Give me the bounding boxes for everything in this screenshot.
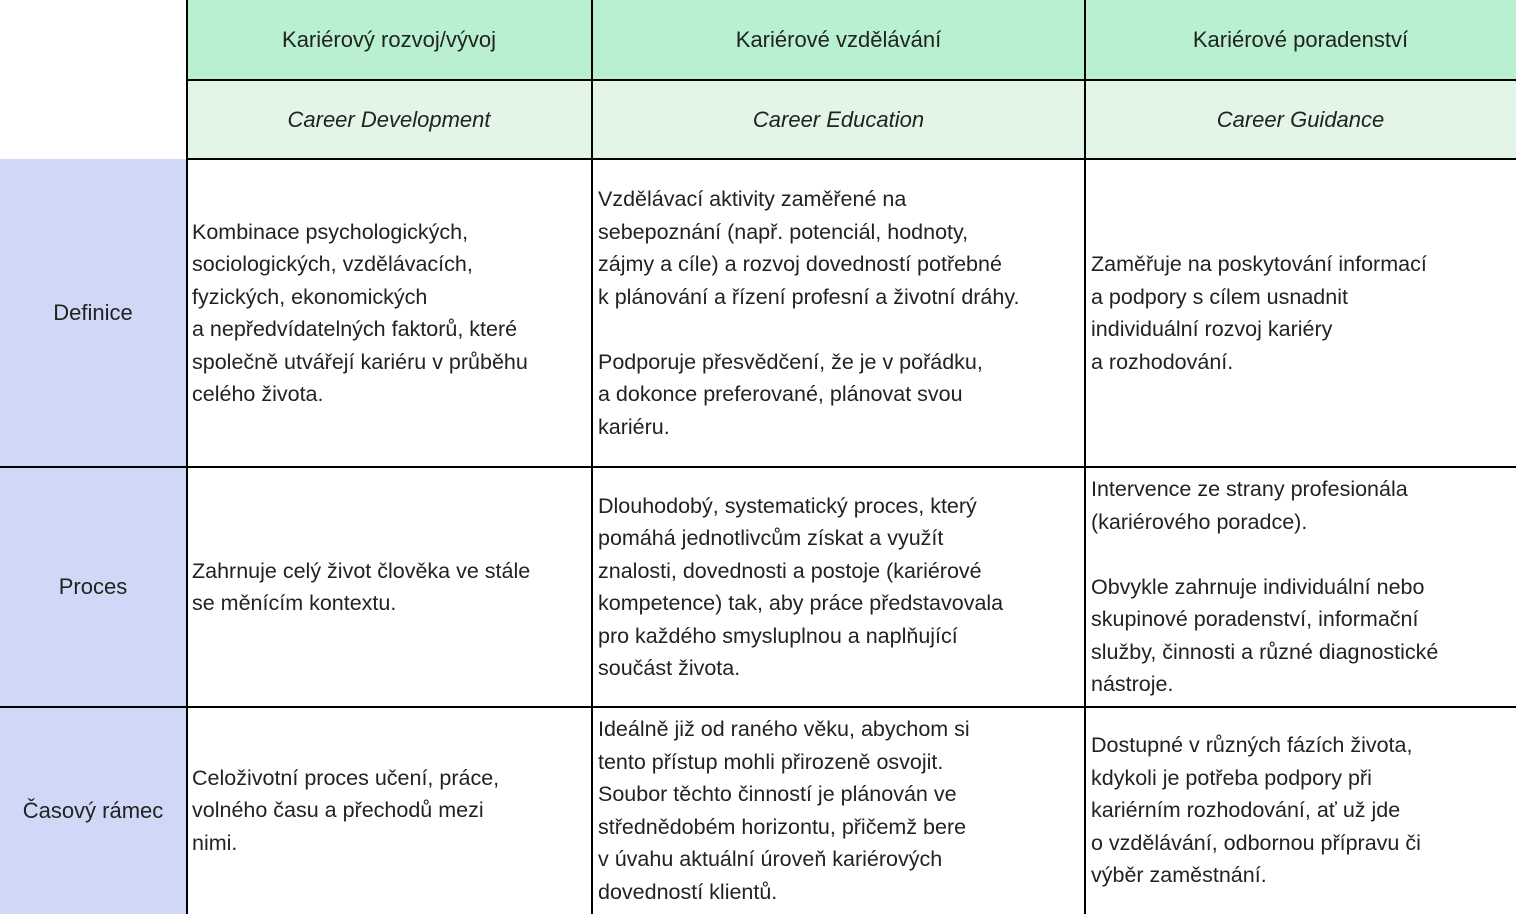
column-title: Kariérové poradenství xyxy=(1192,27,1409,52)
cell-text: Zaměřuje na poskytování informací a podpory s cílem usnadnit individuální rozvoj kariéry a rozhodování. xyxy=(1091,252,1427,374)
cell-text: Intervence ze strany profesionála (kariérového poradce). Obvykle zahrnuje individuální nebo skupinové poradenství, informační služby, činnosti a různé diagnostické nástroje. xyxy=(1091,477,1439,697)
column-subtitle: Career Education xyxy=(752,106,925,132)
table-cell xyxy=(1085,467,1516,707)
table-cell xyxy=(592,707,1085,914)
cell-text: Dlouhodobý, systematický proces, který pomáhá jednotlivcům získat a využít znalosti, dovednosti a postoje (kariérové kompetence) tak, aby práce představovala pro každého smysluplnou a naplňující součást života. xyxy=(598,493,1004,680)
column-header-career-education xyxy=(592,0,1085,80)
cell-text: Kombinace psychologických, sociologických, vzdělávacích, fyzických, ekonomických a nepředvídatelných faktorů, které společně utvářejí kariéru v průběhu celého života. xyxy=(192,219,528,406)
table-cell xyxy=(592,159,1085,467)
cell-text: Celoživotní proces učení, práce, volného času a přechodů mezi nimi. xyxy=(192,765,500,855)
cell-text: Zahrnuje celý život člověka ve stále se měnícím kontextu. xyxy=(192,558,531,615)
column-subheader-career-development xyxy=(186,80,592,159)
cell-text: Dostupné v různých fázích života, kdykoli je potřeba podpory při kariérním rozhodování, ať už jde o vzdělávání, odbornou přípravu či výběr zaměstnání. xyxy=(1091,733,1421,888)
column-title: Kariérové vzdělávání xyxy=(735,27,942,52)
grid-line xyxy=(0,706,1516,708)
row-label-definice xyxy=(0,159,186,467)
cell-text: Vzdělávací aktivity zaměřené na sebepoznání (např. potenciál, hodnoty, zájmy a cíle) a rozvoj dovedností potřebné k plánování a řízení profesní a životní dráhy. Podporuje přesvědčení, že je v pořádku, a dokonce preferované, plánovat svou kariéru. xyxy=(598,187,1020,439)
column-subtitle: Career Guidance xyxy=(1216,106,1385,132)
table-cell xyxy=(186,707,592,914)
column-header-career-development xyxy=(186,0,592,80)
row-label-proces xyxy=(0,467,186,707)
grid-line xyxy=(186,158,1516,160)
grid-line xyxy=(1084,0,1086,914)
cell-text: Ideálně již od raného věku, abychom si tento přístup mohli přirozeně osvojit. Soubor těchto činností je plánován ve střednědobém horizontu, přičemž bere v úvahu aktuální úroveň kariérových dovedností klientů. xyxy=(598,717,970,904)
row-label-text: Definice xyxy=(53,300,133,325)
grid-line xyxy=(591,0,593,914)
table-cell xyxy=(592,467,1085,707)
row-label-casovy-ramec xyxy=(0,707,186,914)
table-cell xyxy=(1085,159,1516,467)
column-title: Kariérový rozvoj/vývoj xyxy=(282,27,496,52)
table-cell xyxy=(1085,707,1516,914)
column-subheader-career-education xyxy=(592,80,1085,159)
column-subtitle: Career Development xyxy=(287,106,491,132)
table-cell xyxy=(186,159,592,467)
column-subheader-career-guidance xyxy=(1085,80,1516,159)
grid-line xyxy=(0,466,1516,468)
grid-line xyxy=(186,79,1516,81)
table-cell xyxy=(186,467,592,707)
column-header-career-guidance xyxy=(1085,0,1516,80)
grid-line xyxy=(186,0,188,914)
row-label-text: Proces xyxy=(58,574,128,599)
row-label-text: Časový rámec xyxy=(22,797,164,823)
